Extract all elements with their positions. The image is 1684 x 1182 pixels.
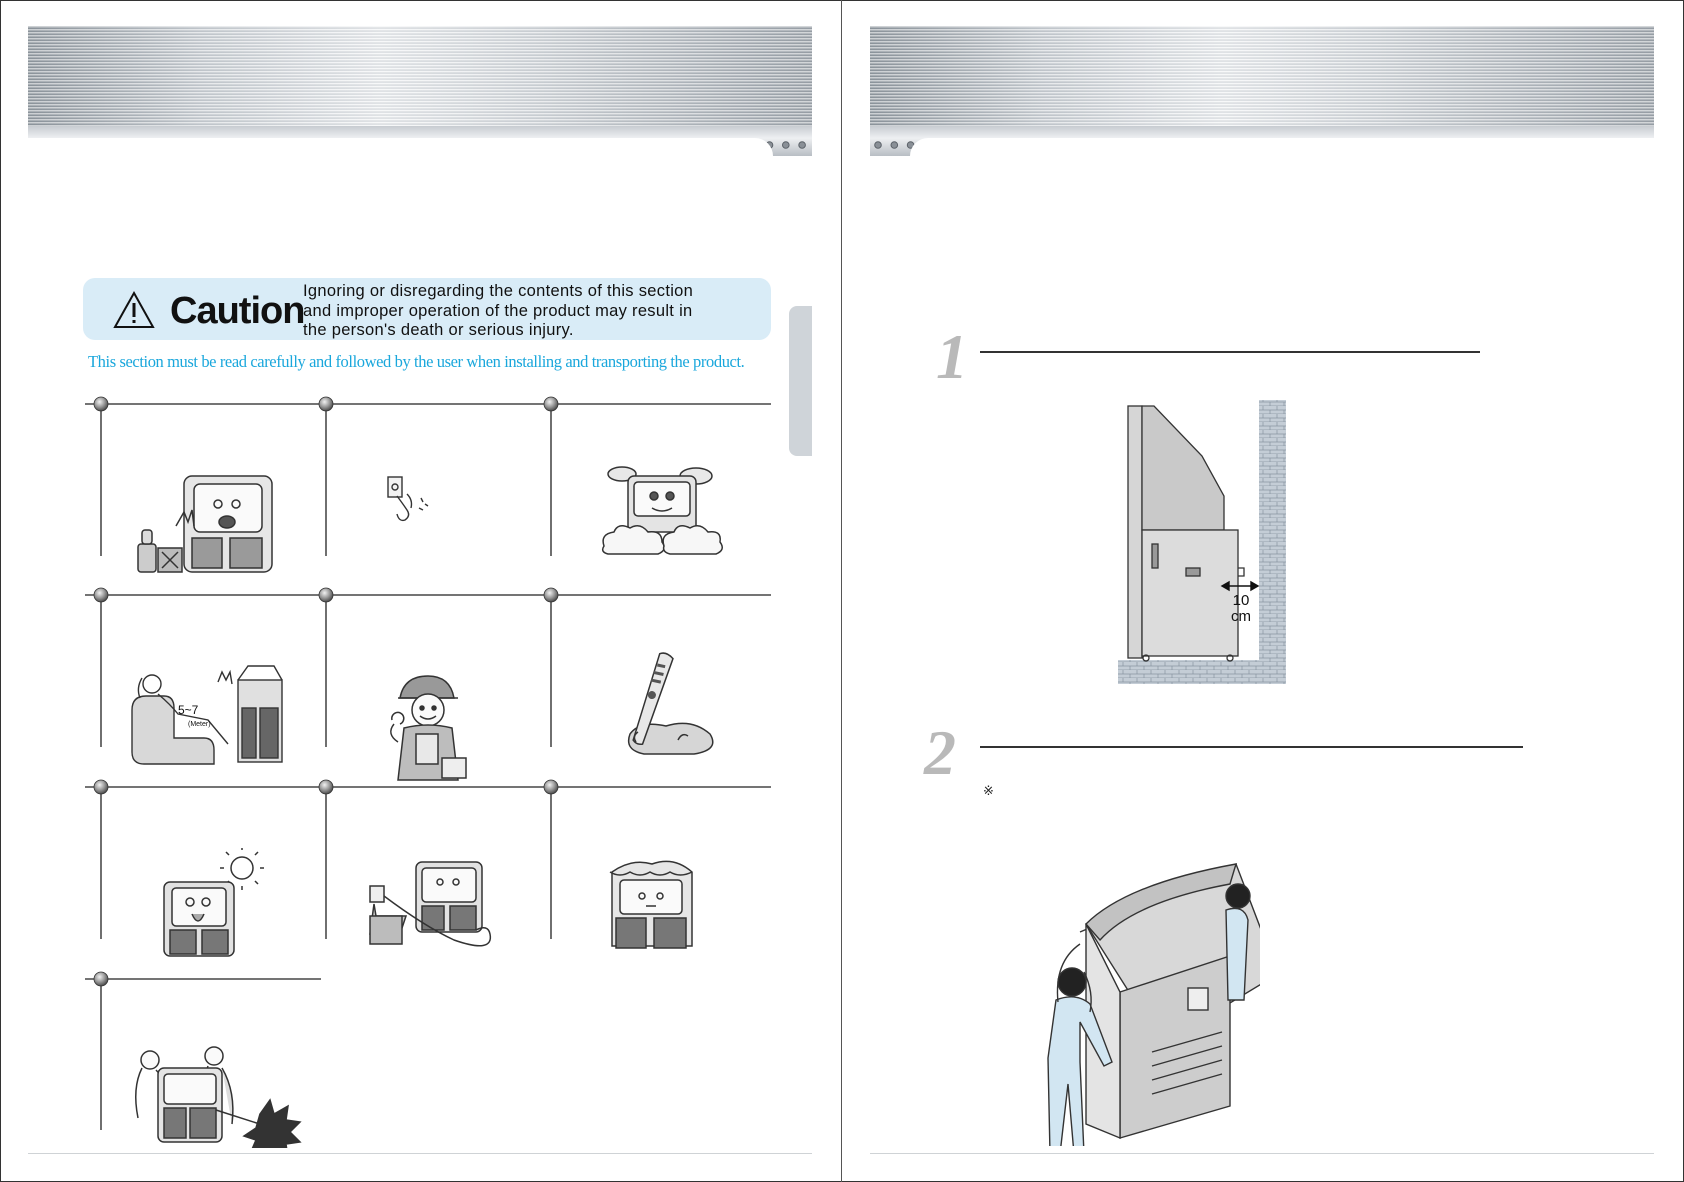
step-number: 1 [936,321,968,392]
overheated-tv-illustration [600,466,724,566]
rivet-decoration [875,142,882,149]
clearance-unit: cm [1231,608,1251,625]
tv-covered-vents-illustration [606,858,696,956]
power-cord-under-object-illustration [364,856,500,952]
right-footer-line [870,1153,1654,1154]
viewing-distance-illustration [130,650,290,780]
caution-title: Caution [170,290,305,332]
step-number: 2 [924,717,956,788]
moving-tv-spark-illustration [128,1044,304,1148]
note-symbol: ※ [983,783,994,798]
rivet-decoration [891,142,898,149]
tv-wall-clearance-diagram [1116,398,1290,686]
step-rule [980,746,1523,748]
caution-message-line: the person's death or serious injury. [303,321,574,339]
viewing-distance-unit: (Meter) [188,721,211,728]
viewing-distance-value: 5~7 [178,703,199,717]
service-technician-illustration [386,672,476,784]
clearance-value: 10 [1232,592,1250,609]
remote-in-water-illustration [626,650,720,760]
tv-hazard-liquids-illustration [136,466,286,578]
clearance-label [1226,593,1256,625]
right-header-banner [870,26,1654,156]
step-rule [980,351,1480,353]
caution-message-line: Ignoring or disregarding the contents of this section [303,282,694,300]
wet-hand-plug-illustration [385,474,437,524]
tv-in-sunlight-illustration [158,848,278,960]
instruction-subtitle: This section must be read carefully and followed by the user when installing and transporting the product. [88,352,745,371]
two-people-carrying-tv-illustration [1040,852,1260,1146]
caution-message-line: and improper operation of the product may result in [303,301,693,320]
